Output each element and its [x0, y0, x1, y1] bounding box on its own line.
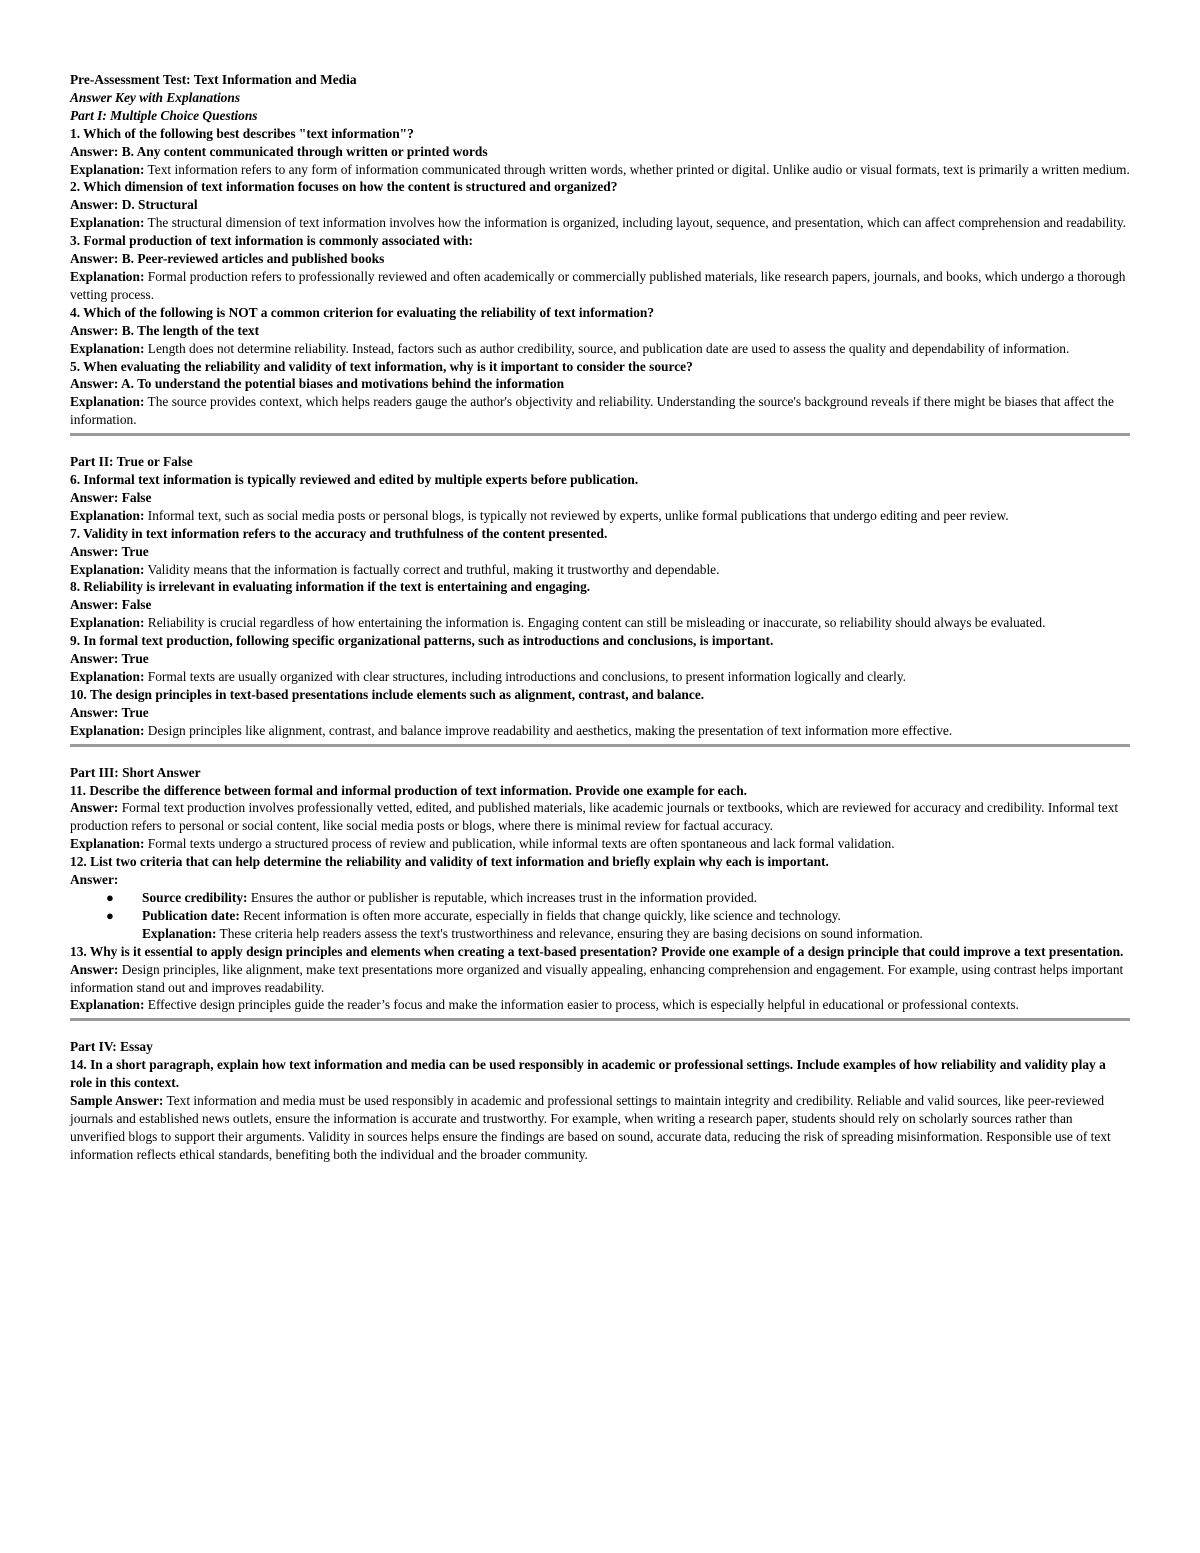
question-7	[70, 525, 1130, 579]
part-1-heading: Part I: Multiple Choice Questions	[70, 107, 258, 123]
question-5	[70, 358, 1130, 430]
explanation-text: Validity means that the information is factually correct and truthful, making it trustworthy and dependable.	[147, 561, 720, 577]
part-3-heading: Part III: Short Answer	[70, 764, 201, 780]
question-3	[70, 232, 1130, 304]
explanation	[70, 722, 1130, 740]
explanation-label: Explanation:	[70, 836, 145, 852]
spacer	[70, 436, 1130, 453]
question-text: 11. Describe the difference between formal and informal production of text information. Provide one example for each.	[70, 782, 747, 798]
question-text: 3. Formal production of text information is commonly associated with:	[70, 233, 473, 249]
explanation	[70, 996, 1130, 1014]
answer-label: Answer:	[70, 961, 119, 977]
question-text: 1. Which of the following best describes "text information"?	[70, 125, 414, 141]
explanation	[70, 507, 1130, 525]
part-2-section	[70, 453, 1130, 747]
answer-text: Answer: False	[70, 597, 152, 613]
answer	[70, 799, 1130, 835]
explanation-label: Explanation:	[70, 722, 145, 738]
answer-text: Answer: B. Peer-reviewed articles and published books	[70, 251, 385, 267]
list-item	[70, 907, 1130, 925]
question-text: 10. The design principles in text-based presentations include elements such as alignment, contrast, and balance.	[70, 686, 705, 702]
answer-text: Answer: B. The length of the text	[70, 322, 260, 338]
question-text: 4. Which of the following is NOT a common criterion for evaluating the reliability of text information?	[70, 304, 655, 320]
explanation-label: Explanation:	[70, 340, 145, 356]
spacer	[70, 747, 1130, 764]
sample-answer-label: Sample Answer:	[70, 1093, 164, 1109]
explanation	[70, 214, 1130, 232]
question-text: 5. When evaluating the reliability and validity of text information, why is it important to consider the source?	[70, 358, 693, 374]
sample-answer	[70, 1092, 1130, 1164]
answer-text: Formal text production involves professionally vetted, edited, and published materials, like academic journals or textbooks, which are reviewed for accuracy and credibility. Informal text production refers to personal or social content, like social media posts or blogs, where there is minimal review for factual accuracy.	[70, 800, 1119, 834]
explanation-label: Explanation:	[70, 997, 145, 1013]
document-title: Pre-Assessment Test: Text Information and Media	[70, 72, 357, 87]
answer-text: Design principles, like alignment, make text presentations more organized and visually appealing, enhancing comprehension and engagement. For example, using contrast helps important information stand out and improves readability.	[70, 961, 1124, 995]
explanation	[70, 561, 1130, 579]
bullet-text: Recent information is often more accurate, especially in fields that change quickly, like science and technology.	[243, 907, 841, 923]
bullet-icon: ●	[106, 889, 114, 905]
question-text: 6. Informal text information is typically reviewed and edited by multiple experts before publication.	[70, 472, 639, 488]
explanation-text: Design principles like alignment, contrast, and balance improve readability and aesthetics, making the presentation of text information more effective.	[147, 722, 953, 738]
explanation-label: Explanation:	[70, 507, 145, 523]
spacer	[70, 1021, 1130, 1038]
explanation-label: Explanation:	[70, 669, 145, 684]
bullet-icon: ●	[106, 907, 114, 923]
answer-label: Answer:	[70, 872, 119, 888]
answer-label: Answer:	[70, 800, 119, 816]
answer	[70, 961, 1130, 997]
explanation-text: These criteria help readers assess the text's trustworthiness and relevance, ensuring they are basing decisions on sound information.	[219, 925, 923, 941]
question-6	[70, 471, 1130, 525]
explanation-label: Explanation:	[70, 615, 145, 631]
answer-text: Answer: True	[70, 543, 149, 559]
document-body	[70, 71, 1130, 1164]
explanation-text: Formal production refers to professionally reviewed and often academically or commercially published materials, like research papers, journals, and books, which undergo a thorough vetting process.	[70, 268, 1126, 302]
part-1-section	[70, 107, 1130, 436]
answer-text: Answer: True	[70, 704, 149, 720]
explanation	[70, 668, 1130, 686]
question-2	[70, 178, 1130, 232]
part-2-heading: Part II: True or False	[70, 454, 193, 470]
explanation	[70, 393, 1130, 429]
explanation-label: Explanation:	[142, 925, 217, 941]
explanation-text: Formal texts are usually organized with clear structures, including introductions and conclusions, to present information logically and clearly.	[147, 669, 907, 684]
explanation	[70, 161, 1130, 179]
explanation	[70, 268, 1130, 304]
question-1	[70, 125, 1130, 179]
question-14: 14. In a short paragraph, explain how text information and media can be used responsibly in academic or professional settings. Include examples of how reliability and validity play a role in this context.	[70, 1057, 1106, 1091]
part-3-section	[70, 764, 1130, 1022]
question-text: 9. In formal text production, following specific organizational patterns, such as introductions and conclusions, is important.	[70, 633, 774, 649]
explanation-label: Explanation:	[70, 561, 145, 577]
question-4	[70, 304, 1130, 358]
list-item	[70, 889, 1130, 907]
explanation-label: Explanation:	[70, 161, 145, 177]
question-text: 12. List two criteria that can help determine the reliability and validity of text information and briefly explain why each is important.	[70, 854, 829, 870]
bullet-term: Publication date:	[142, 907, 240, 923]
question-12	[70, 853, 1130, 943]
explanation-text: Text information refers to any form of information communicated through written words, whether printed or digital. Unlike audio or visual formats, text is primarily a written medium.	[147, 161, 1130, 177]
explanation-text: Length does not determine reliability. Instead, factors such as author credibility, source, and publication date are used to assess the quality and dependability of information.	[147, 340, 1070, 356]
answer-text: Answer: B. Any content communicated through written or printed words	[70, 143, 488, 159]
question-text: 8. Reliability is irrelevant in evaluating information if the text is entertaining and engaging.	[70, 579, 591, 595]
explanation-text: The structural dimension of text information involves how the information is organized, including layout, sequence, and presentation, which can affect comprehension and readability.	[147, 215, 1127, 231]
question-9	[70, 632, 1130, 686]
answer-text: Answer: True	[70, 651, 149, 667]
explanation-label: Explanation:	[70, 268, 145, 284]
question-13	[70, 943, 1130, 1015]
explanation	[70, 340, 1130, 358]
explanation-label: Explanation:	[70, 394, 145, 410]
question-11	[70, 782, 1130, 854]
document-subtitle: Answer Key with Explanations	[70, 89, 241, 105]
answer-text: Answer: A. To understand the potential biases and motivations behind the information	[70, 376, 565, 392]
part-4-section	[70, 1038, 1130, 1163]
answer-text: Answer: D. Structural	[70, 197, 198, 213]
part-4-heading: Part IV: Essay	[70, 1039, 153, 1055]
explanation-text: Informal text, such as social media posts or personal blogs, is typically not reviewed by experts, unlike formal publications that undergo editing and peer review.	[147, 507, 1009, 523]
bullet-text: Ensures the author or publisher is reputable, which increases trust in the information provided.	[250, 889, 757, 905]
explanation-text: Reliability is crucial regardless of how entertaining the information is. Engaging content can still be misleading or inaccurate, so reliability should always be evaluated.	[147, 615, 1046, 631]
question-8	[70, 578, 1130, 632]
explanation	[70, 925, 1130, 943]
explanation-text: Effective design principles guide the reader’s focus and make the information easier to process, which is especially helpful in educational or professional contexts.	[147, 997, 1019, 1013]
answer-text: Answer: False	[70, 489, 152, 505]
criteria-list	[70, 889, 1130, 925]
question-text: 13. Why is it essential to apply design principles and elements when creating a text-based presentation? Provide one example of a design principle that could improve a text presentation.	[70, 943, 1124, 959]
bullet-term: Source credibility:	[142, 889, 248, 905]
question-text: 7. Validity in text information refers to the accuracy and truthfulness of the content presented.	[70, 525, 608, 541]
explanation-label: Explanation:	[70, 215, 145, 231]
sample-answer-text: Text information and media must be used responsibly in academic and professional settings to maintain integrity and credibility. Reliable and valid sources, like peer-reviewed journals and established news outlets, ensure the information is accurate and trustworthy. For example, when writing a research paper, students should rely on scholarly sources rather than unverified blogs to support their arguments. Validity in sources helps ensure the findings are based on sound, accurate data, reducing the risk of spreading misinformation. Responsible use of text information reflects ethical standards, benefiting both the individual and the broader community.	[70, 1093, 1111, 1162]
question-10	[70, 686, 1130, 740]
explanation	[70, 614, 1130, 632]
explanation-text: Formal texts undergo a structured process of review and publication, while informal texts are often spontaneous and lack formal validation.	[147, 836, 895, 852]
explanation-text: The source provides context, which helps readers gauge the author's objectivity and reliability. Understanding the source's background reveals if there might be biases that affect the information.	[70, 394, 1114, 428]
explanation	[70, 835, 1130, 853]
question-text: 2. Which dimension of text information focuses on how the content is structured and organized?	[70, 179, 618, 195]
